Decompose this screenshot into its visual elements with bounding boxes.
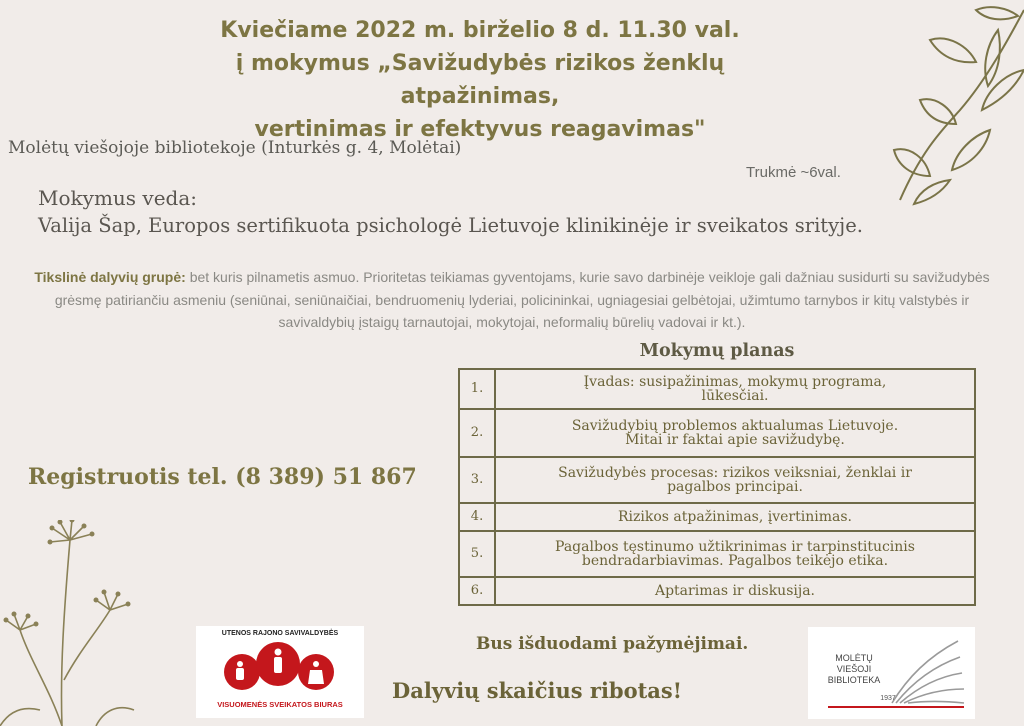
title-line-2: į mokymus „Savižudybės rizikos ženklų atpažinimas, <box>235 51 725 109</box>
library-name-line: MOLĖTŲ <box>835 653 873 663</box>
plan-title: Mokymų planas <box>639 341 795 361</box>
leader-name: Valija Šap, Europos sertifikuota psichologė Lietuvoje klinikinėje ir sveikatos srityje. <box>38 214 863 237</box>
title-line-3: vertinimas ir efektyvus reagavimas" <box>254 117 706 142</box>
plan-row-line: Savižudybės procesas: rizikos veiksniai, ženklai ir <box>558 465 912 481</box>
target-group-label: Tikslinė dalyvių grupė: <box>34 269 186 285</box>
plan-row-number: 5. <box>459 531 495 577</box>
title-line-1: Kviečiame 2022 m. birželio 8 d. 11.30 val. <box>220 18 740 43</box>
plan-row-line: pagalbos principai. <box>667 479 803 495</box>
plan-row-number: 1. <box>459 369 495 409</box>
plan-table <box>458 368 976 606</box>
plan-row-line: Įvadas: susipažinimas, mokymų programa, <box>583 374 887 390</box>
plan-row <box>459 457 975 503</box>
plan-row-number: 3. <box>459 457 495 503</box>
event-title <box>180 14 780 146</box>
plan-row-number: 2. <box>459 409 495 457</box>
plan-row-text <box>495 577 975 605</box>
plan-row-line: Rizikos atpažinimas, įvertinimas. <box>618 509 852 525</box>
library-name-line: BIBLIOTEKA <box>827 675 881 685</box>
leader-label: Mokymus veda: <box>38 186 198 210</box>
plan-row <box>459 503 975 531</box>
plan-row-text <box>495 457 975 503</box>
plan-row <box>459 409 975 457</box>
health-bureau-logo <box>196 626 364 718</box>
plan-row <box>459 577 975 605</box>
plan-row-line: lūkesčiai. <box>701 388 769 404</box>
library-logo <box>808 627 975 719</box>
target-group-text: bet kuris pilnametis asmuo. Prioritetas teikiamas gyventojams, kurie savo darbinėje veikloje gali dažniau susidurti su savižudybės grėsmę patiriančiu asmeniu (seniūnai, seniūnaičiai, bendruomenių lyderiai, policininkai, ugniagesiai gelbėtojai, užimtumo tarnybos ir kitų valstybės ir savivaldybių įstaigų tarnautojai, mokytojai, neformalių būrelių vadovai ir kt.). <box>54 269 990 330</box>
plan-row <box>459 531 975 577</box>
plan-row-text <box>495 531 975 577</box>
leaf-decoration-icon <box>890 0 1024 206</box>
logo-top-text: UTENOS RAJONO SAVIVALDYBĖS <box>221 630 339 637</box>
plan-row-line: Savižudybių problemos aktualumas Lietuvoje. <box>571 418 899 434</box>
plan-row-number: 6. <box>459 577 495 605</box>
certificates-note: Bus išduodami pažymėjimai. <box>476 634 749 654</box>
plan-row-line: Mitai ir faktai apie savižudybę. <box>625 432 845 448</box>
library-name-line: VIEŠOJI <box>836 664 872 674</box>
plan-row-line: bendradarbiavimas. Pagalbos teikėjo etika. <box>581 553 889 569</box>
library-year: 1937 <box>880 695 896 702</box>
plan-row-line: Pagalbos tęstinumo užtikrinimas ir tarpinstitucinis <box>555 539 915 555</box>
plan-row <box>459 369 975 409</box>
logo-bottom-text: VISUOMENĖS SVEIKATOS BIURAS <box>217 700 343 709</box>
book-icon <box>808 627 975 719</box>
plan-row-line: Aptarimas ir diskusija. <box>654 583 815 599</box>
plan-row-number: 4. <box>459 503 495 531</box>
plan-row-text <box>495 409 975 457</box>
venue-text: Molėtų viešojoje bibliotekoje (Inturkės g. 4, Molėtai) <box>8 138 462 158</box>
registration-phone: Registruotis tel. (8 389) 51 867 <box>28 464 417 490</box>
plan-row-text <box>495 503 975 531</box>
target-group-paragraph <box>28 266 996 334</box>
plan-row-text <box>495 369 975 409</box>
plant-decoration-icon <box>0 520 140 726</box>
duration-text: Trukmė ~6val. <box>746 164 841 181</box>
limited-seats-note: Dalyvių skaičius ribotas! <box>392 678 682 703</box>
